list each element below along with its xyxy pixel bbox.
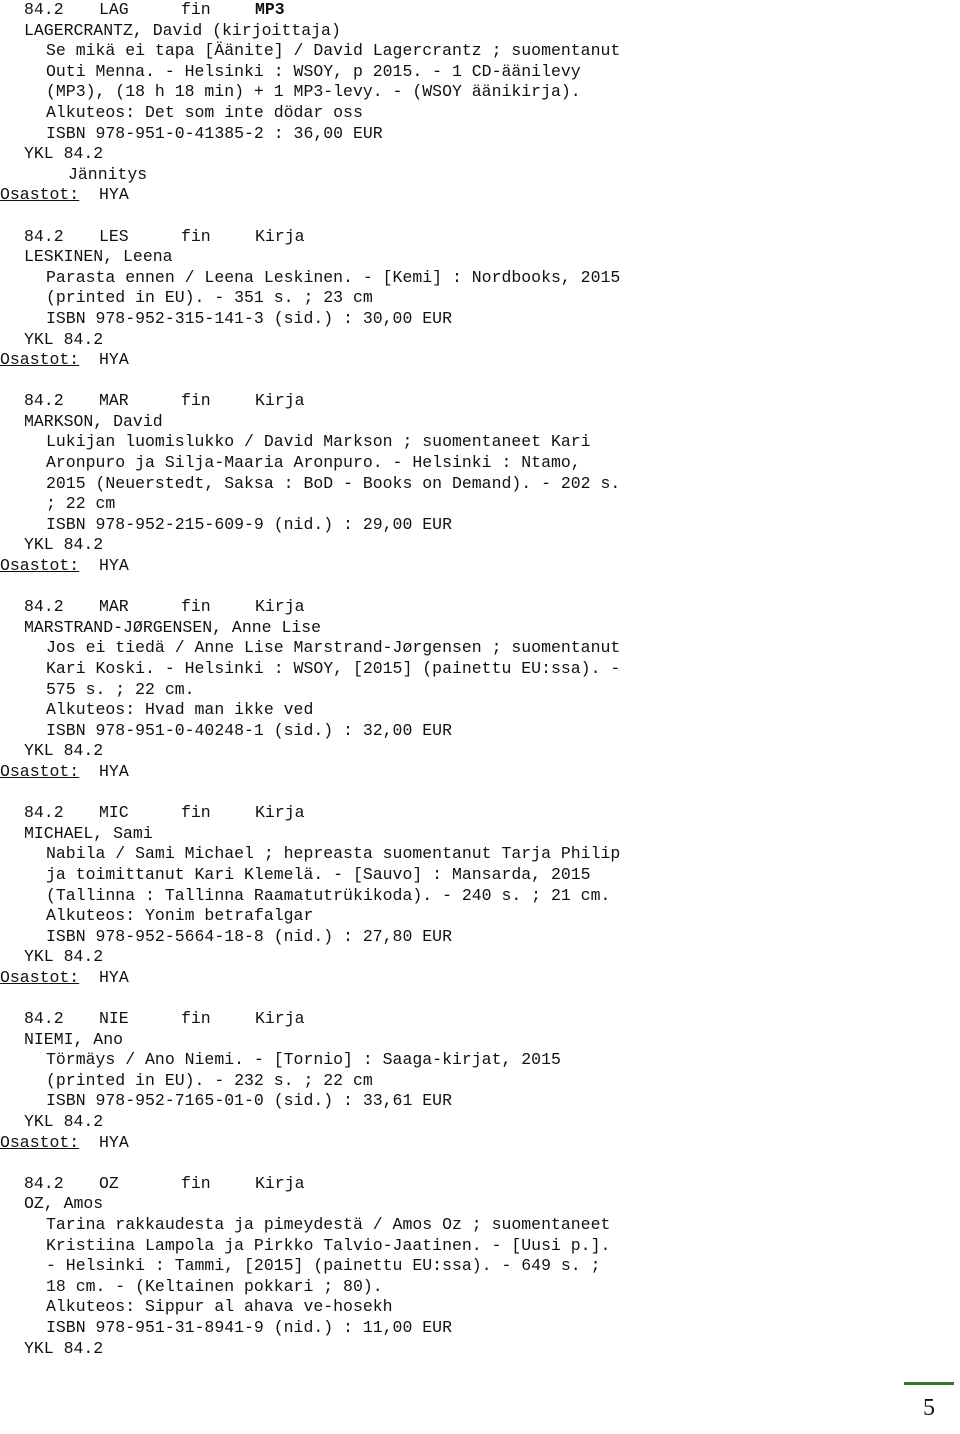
department-value: HYA (99, 761, 129, 781)
class-number: 84.2 (24, 391, 64, 411)
record-description-line: Alkuteos: Hvad man ikke ved (46, 700, 314, 720)
record-description-line: Nabila / Sami Michael ; hepreasta suomentanut Tarja Philip (46, 844, 621, 864)
record-gap (0, 371, 960, 392)
record-header (0, 803, 960, 824)
material-type: Kirja (255, 226, 305, 246)
record-description-line: ISBN 978-951-31-8941-9 (nid.) : 11,00 EUR (46, 1318, 452, 1337)
record-gap (0, 989, 960, 1010)
class-number: 84.2 (24, 226, 64, 246)
record-description-line: Alkuteos: Det som inte dödar oss (46, 102, 363, 122)
record-author: MARSTRAND-JØRGENSEN, Anne Lise (24, 617, 322, 637)
shelf-code: NIE (99, 1009, 129, 1029)
ykl-classification: YKL 84.2 (24, 329, 104, 349)
catalog-record (0, 1009, 960, 1153)
material-type: Kirja (255, 597, 305, 617)
record-description-line: (MP3), (18 h 18 min) + 1 MP3-levy. - (WSOY äänikirja). (46, 82, 581, 102)
language-code: fin (181, 391, 211, 411)
catalog-record (0, 803, 960, 988)
language-code: fin (181, 597, 211, 617)
catalog-record (0, 597, 960, 782)
record-gap (0, 1153, 960, 1174)
record-author: LAGERCRANTZ, David (kirjoittaja) (24, 20, 341, 40)
department-label: Osastot: (0, 556, 80, 576)
page-number: 5 (904, 1382, 954, 1431)
shelf-code: OZ (99, 1173, 119, 1193)
ykl-classification: YKL 84.2 (24, 144, 104, 164)
department-label: Osastot: (0, 761, 80, 781)
shelf-code: LES (99, 226, 129, 246)
spacer (79, 968, 99, 987)
material-type: Kirja (255, 803, 305, 823)
ykl-classification: YKL 84.2 (24, 535, 104, 555)
record-description-line: Lukijan luomislukko / David Markson ; suomentaneet Kari (46, 432, 591, 452)
record-gap (0, 206, 960, 227)
department-value: HYA (99, 967, 129, 987)
record-description-line: 575 s. ; 22 cm. (46, 679, 195, 699)
record-author: MARKSON, David (24, 411, 163, 431)
record-description-line: ISBN 978-951-0-41385-2 : 36,00 EUR (46, 123, 383, 143)
language-code: fin (181, 1009, 211, 1029)
department-label: Osastot: (0, 1132, 80, 1152)
ykl-classification: YKL 84.2 (24, 947, 104, 967)
material-type: MP3 (255, 0, 285, 19)
record-description-line: ISBN 978-952-7165-01-0 (sid.) : 33,61 EUR (46, 1091, 452, 1111)
record-description-line: ja toimittanut Kari Klemelä. - [Sauvo] : Mansarda, 2015 (46, 864, 591, 884)
record-header (0, 0, 960, 21)
department-label: Osastot: (0, 185, 80, 205)
record-description-line: Tarina rakkaudesta ja pimeydestä / Amos Oz ; suomentaneet (46, 1215, 611, 1235)
record-description-line: (printed in EU). - 351 s. ; 23 cm (46, 288, 373, 308)
record-description-line: ISBN 978-951-0-40248-1 (sid.) : 32,00 EUR (46, 720, 452, 740)
record-description-line: Alkuteos: Sippur al ahava ve-hosekh (46, 1297, 393, 1317)
ykl-classification: YKL 84.2 (24, 741, 104, 761)
department-row (0, 556, 960, 577)
department-label: Osastot: (0, 967, 80, 987)
record-description-line: Aronpuro ja Silja-Maaria Aronpuro. - Helsinki : Ntamo, (46, 453, 581, 473)
record-author: LESKINEN, Leena (24, 247, 173, 267)
record-header (0, 227, 960, 248)
ykl-classification: YKL 84.2 (24, 1112, 104, 1132)
catalog-record (0, 1174, 960, 1359)
spacer (79, 350, 99, 369)
department-row (0, 1133, 960, 1154)
department-value: HYA (99, 350, 129, 370)
record-description-line: Se mikä ei tapa [Äänite] / David Lagercrantz ; suomentanut (46, 41, 621, 61)
ykl-classification: YKL 84.2 (24, 1338, 104, 1358)
record-description-line: (Tallinna : Tallinna Raamatutrükikoda). - 240 s. ; 21 cm. (46, 885, 611, 905)
record-description-line: Jos ei tiedä / Anne Lise Marstrand-Jørgensen ; suomentanut (46, 638, 621, 658)
spacer (79, 185, 99, 204)
shelf-code: MIC (99, 803, 129, 823)
class-number: 84.2 (24, 803, 64, 823)
department-row (0, 185, 960, 206)
record-description-line: - Helsinki : Tammi, [2015] (painettu EU:ssa). - 649 s. ; (46, 1256, 601, 1276)
record-description-line: 18 cm. - (Keltainen pokkari ; 80). (46, 1276, 383, 1296)
language-code: fin (181, 226, 211, 246)
record-description-line: Törmäys / Ano Niemi. - [Tornio] : Saaga-kirjat, 2015 (46, 1050, 561, 1070)
record-description-line: ISBN 978-952-215-609-9 (nid.) : 29,00 EUR (46, 514, 452, 534)
material-type: Kirja (255, 391, 305, 411)
department-value: HYA (99, 185, 129, 205)
class-number: 84.2 (24, 0, 64, 19)
record-description-line: ; 22 cm (46, 494, 116, 514)
record-header (0, 1009, 960, 1030)
record-description-line: Alkuteos: Yonim betrafalgar (46, 906, 314, 926)
record-author: OZ, Amos (24, 1194, 104, 1214)
department-row (0, 350, 960, 371)
catalog-record (0, 0, 960, 206)
spacer (79, 762, 99, 781)
department-row (0, 968, 960, 989)
record-description-line: Kari Koski. - Helsinki : WSOY, [2015] (painettu EU:ssa). - (46, 659, 621, 678)
record-gap (0, 577, 960, 598)
record-author: NIEMI, Ano (24, 1029, 124, 1049)
shelf-code: MAR (99, 597, 129, 617)
spacer (79, 556, 99, 575)
class-number: 84.2 (24, 1009, 64, 1029)
spacer (79, 1133, 99, 1152)
record-description-line: (printed in EU). - 232 s. ; 22 cm (46, 1070, 373, 1090)
department-label: Osastot: (0, 350, 80, 370)
department-row (0, 762, 960, 783)
record-gap (0, 783, 960, 804)
record-author: MICHAEL, Sami (24, 823, 153, 843)
catalog-record (0, 391, 960, 576)
record-description-line: 2015 (Neuerstedt, Saksa : BoD - Books on Demand). - 202 s. (46, 473, 621, 493)
class-number: 84.2 (24, 1173, 64, 1193)
language-code: fin (181, 803, 211, 823)
shelf-code: LAG (99, 0, 129, 19)
record-description-line: ISBN 978-952-315-141-3 (sid.) : 30,00 EUR (46, 308, 452, 328)
record-description-line: ISBN 978-952-5664-18-8 (nid.) : 27,80 EUR (46, 926, 452, 946)
record-header (0, 597, 960, 618)
record-header (0, 1174, 960, 1195)
material-type: Kirja (255, 1009, 305, 1029)
subject-heading: Jännitys (68, 164, 148, 184)
department-value: HYA (99, 556, 129, 576)
language-code: fin (181, 0, 211, 19)
record-description-line: Outi Menna. - Helsinki : WSOY, p 2015. - 1 CD-äänilevy (46, 61, 581, 81)
record-header (0, 391, 960, 412)
catalog-record (0, 227, 960, 371)
department-value: HYA (99, 1132, 129, 1152)
class-number: 84.2 (24, 597, 64, 617)
language-code: fin (181, 1173, 211, 1193)
record-description-line: Parasta ennen / Leena Leskinen. - [Kemi] : Nordbooks, 2015 (46, 267, 621, 287)
shelf-code: MAR (99, 391, 129, 411)
record-description-line: Kristiina Lampola ja Pirkko Talvio-Jaatinen. - [Uusi p.]. (46, 1235, 611, 1255)
material-type: Kirja (255, 1173, 305, 1193)
